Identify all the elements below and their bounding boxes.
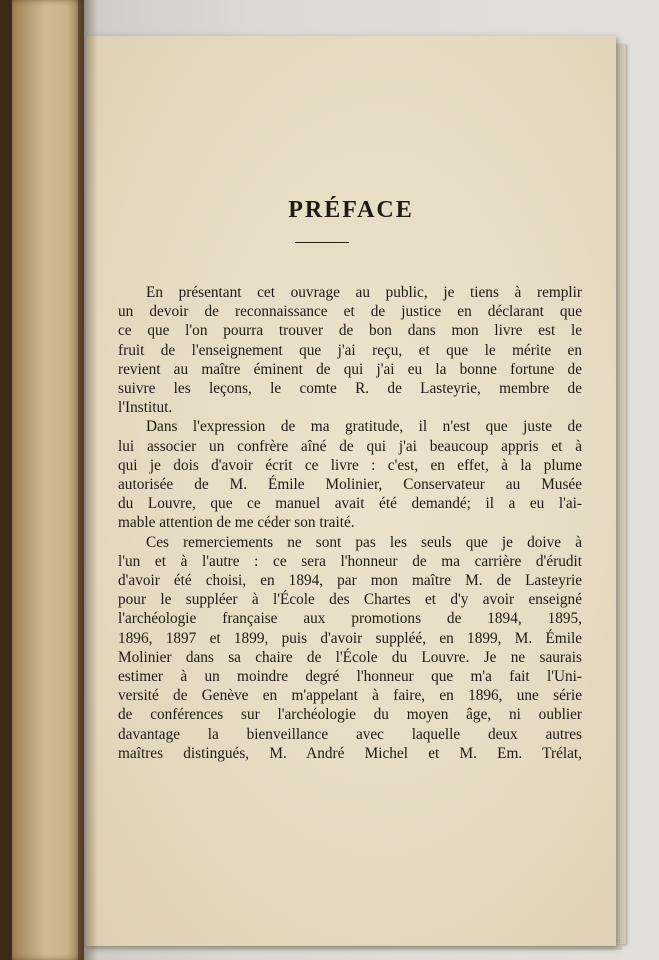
- text-line: l'archéologie française aux promotions de 1894, 1895,: [118, 610, 582, 628]
- text-line: 1896, 1897 et 1899, puis d'avoir suppléé, en 1899, M. Émile: [118, 629, 582, 647]
- text-line: l'Institut.: [118, 399, 173, 417]
- text-line: pour le suppléer à l'École des Chartes et d'y avoir enseigné: [118, 591, 582, 609]
- text-line: de conférences sur l'archéologie du moyen âge, ni oublier: [118, 706, 582, 724]
- text-line: versité de Genève en m'appelant à faire, en 1896, une série: [118, 687, 582, 705]
- text-line: En présentant cet ouvrage au public, je tiens à remplir: [146, 284, 582, 301]
- text-line: Dans l'expression de ma gratitude, il n'est que juste de: [146, 418, 582, 436]
- text-line: autorisée de M. Émile Molinier, Conservateur au Musée: [118, 476, 582, 494]
- text-line: Ces remerciements ne sont pas les seuls que je doive à: [146, 533, 582, 551]
- text-line: maîtres distingués, M. André Michel et M. Em. Trélat,: [118, 744, 582, 762]
- text-line: l'un et à l'autre : ce sera l'honneur de ma carrière d'érudit: [118, 552, 582, 570]
- page-title: PRÉFACE: [288, 197, 414, 223]
- text-line: fruit de l'enseignement que j'ai reçu, et que le mérite en: [118, 341, 582, 359]
- text-line: un devoir de reconnaissance et de justice en déclarant que: [118, 303, 582, 321]
- text-line: mable attention de me céder son traité.: [118, 514, 355, 532]
- book-cover-edge: [0, 0, 12, 960]
- text-line: ce que l'on pourra trouver de bon dans mon livre est le: [118, 322, 582, 340]
- text-line: du Louvre, que ce manuel avait été demandé; il a eu l'ai-: [118, 495, 582, 513]
- text-line: suivre les leçons, le comte R. de Lasteyrie, membre de: [118, 380, 582, 398]
- text-line: lui associer un confrère aîné de qui j'ai beaucoup appris et à: [118, 437, 582, 455]
- text-line: qui je dois d'avoir écrit ce livre : c'est, en effet, à la plume: [118, 456, 582, 474]
- gutter-shadow: [78, 0, 98, 960]
- preface-text: [118, 283, 582, 763]
- text-line: estimer à un moindre degré l'honneur que m'a fait l'Uni-: [118, 668, 582, 686]
- title-rule: [295, 242, 349, 243]
- text-line: revient au maître éminent de qui j'ai eu la bonne fortune de: [118, 360, 582, 378]
- text-line: d'avoir été choisi, en 1894, par mon maître M. de Lasteyrie: [118, 572, 582, 590]
- facing-page: [0, 0, 84, 960]
- text-line: davantage la bienveillance avec laquelle deux autres: [118, 725, 582, 743]
- text-line: Molinier dans sa chaire de l'École du Louvre. Je ne saurais: [118, 648, 582, 666]
